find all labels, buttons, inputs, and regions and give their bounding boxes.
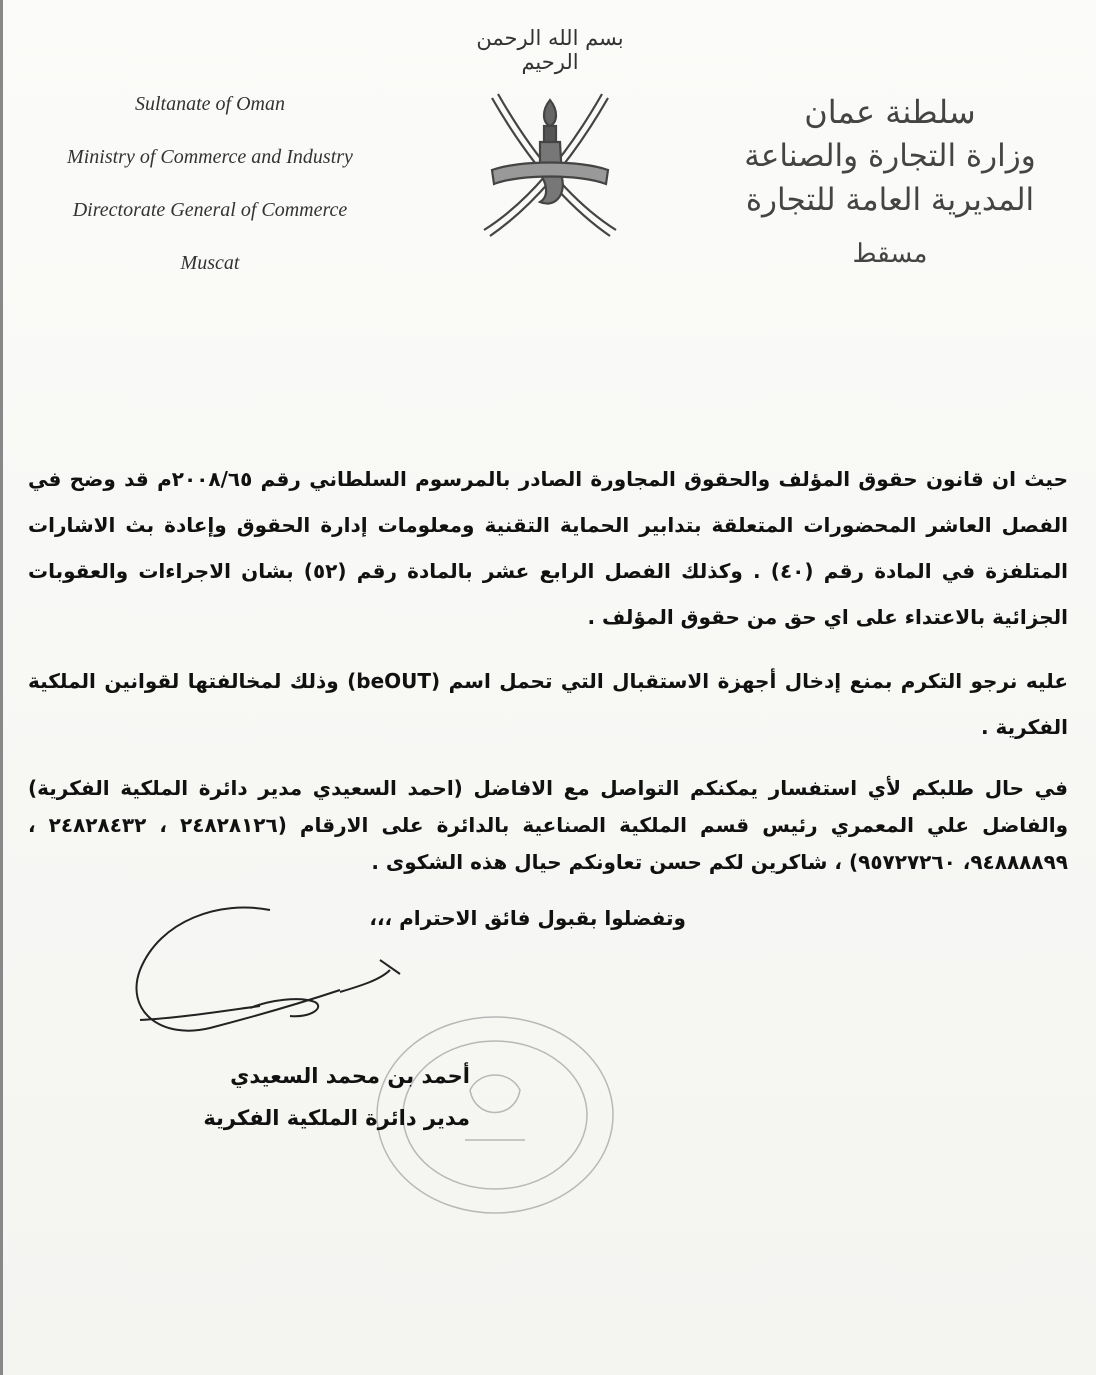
- signatory-name: أحمد بن محمد السعيدي: [230, 1064, 470, 1088]
- closing-line: وتفضلوا بقبول فائق الاحترام ،،،: [369, 906, 686, 930]
- letterhead-line-directorate: Directorate General of Commerce: [72, 199, 348, 221]
- page-edge: [0, 0, 3, 1375]
- letter-body: [28, 456, 1068, 933]
- english-letterhead: [20, 82, 400, 294]
- arabic-letterhead-line-3: المديرية العامة للتجارة: [745, 182, 1035, 218]
- arabic-letterhead-line-4: مسقط: [852, 239, 928, 269]
- letterhead-line-city: Muscat: [180, 252, 240, 274]
- letterhead-line-sultanate: Sultanate of Oman: [135, 93, 285, 115]
- paragraph-request: عليه نرجو التكرم بمنع إدخال أجهزة الاستقبال التي تحمل اسم (beOUT) وذلك لمخالفتها لقوانين الملكية الفكرية .: [28, 669, 1068, 739]
- arabic-letterhead-line-2: وزارة التجارة والصناعة: [744, 138, 1036, 174]
- signatory-block: [180, 1055, 470, 1139]
- arabic-letterhead-line-1: سلطنة عمان: [804, 93, 976, 131]
- signatory-title: مدير دائرة الملكية الفكرية: [203, 1106, 470, 1130]
- basmala: بسم الله الرحمن الرحيم: [476, 26, 624, 74]
- paragraph-copyright-law: حيث ان قانون حقوق المؤلف والحقوق المجاورة الصادر بالمرسوم السلطاني رقم ٢٠٠٨/٦٥م قد وضح في الفصل العاشر المحضورات المتعلقة بتدابير الحماية التقنية ومعلومات إدارة الحقوق وإعادة بث الاشارات المتلفزة في المادة رقم (٤٠) . وكذلك الفصل الرابع عشر بالمادة رقم (٥٢) بشان الاجراءات والعقوبات الجزائية بالاعتداء على اي حق من حقوق المؤلف .: [28, 467, 1069, 629]
- letterhead-line-ministry: Ministry of Commerce and Industry: [67, 146, 353, 168]
- arabic-letterhead: [700, 90, 1080, 276]
- oman-emblem-icon: [470, 78, 630, 248]
- paragraph-contact: في حال طلبكم لأي استفسار يمكنكم التواصل مع الافاضل (احمد السعيدي مدير دائرة الملكية الفكرية) والفاضل علي المعمري رئيس قسم الملكية الصناعية بالدائرة على الارقام (٢٤٨٢٨١٢٦ ، ٢٤٨٢٨٤٣٢ ، ٩٤٨٨٨٨٩٩، ٩٥٧٢٧٢٦٠) ، شاكرين لكم حسن تعاونكم حيال هذه الشكوى .: [28, 776, 1068, 874]
